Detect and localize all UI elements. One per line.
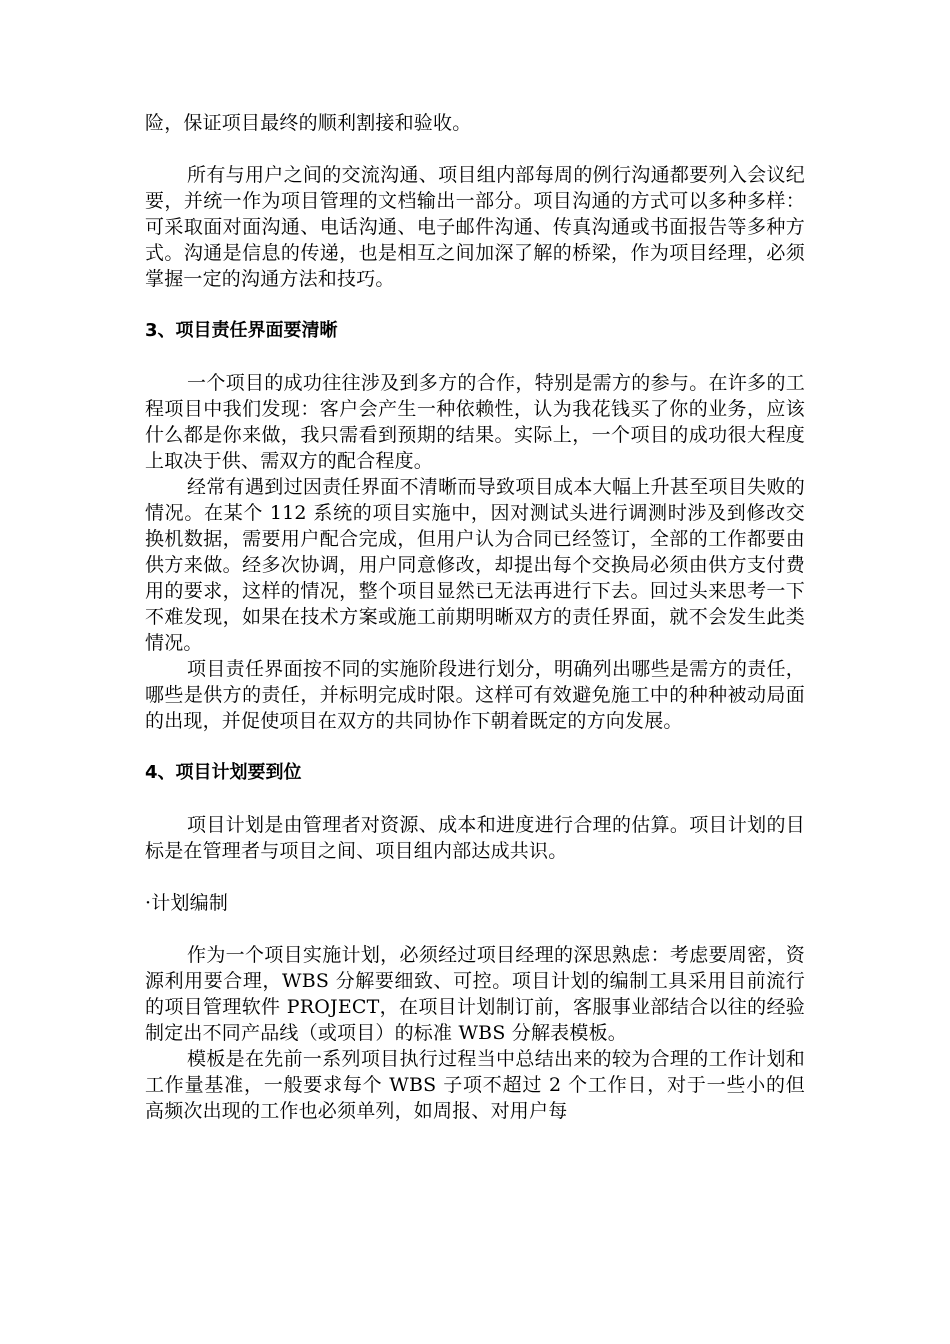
- paragraph-plan-tools: 作为一个项目实施计划，必须经过项目经理的深思熟虑：考虑要周密，资源利用要合理，WBS 分解要细致、可控。项目计划的编制工具采用目前流行的项目管理软件 PROJECT，在项目计划制订前，客服事业部结合以往的经验制定出不同产品线（或项目）的标准 WBS 分解表模板。: [145, 944, 805, 1044]
- section-heading-4: 4、项目计划要到位: [145, 762, 302, 783]
- section-heading-3: 3、项目责任界面要清晰: [145, 320, 338, 341]
- paragraph-template: 模板是在先前一系列项目执行过程当中总结出来的较为合理的工作计划和工作量基准，一般要求每个 WBS 子项不超过 2 个工作日，对于一些小的但高频次出现的工作也必须单列，如周报、对用户每: [145, 1048, 805, 1122]
- paragraph-communication: 所有与用户之间的交流沟通、项目组内部每周的例行沟通都要列入会议纪要，并统一作为项目管理的文档输出一部分。项目沟通的方式可以多种多样：可采取面对面沟通、电话沟通、电子邮件沟通、传真沟通或书面报告等多种方式。沟通是信息的传递，也是相互之间加深了解的桥梁，作为项目经理，必须掌握一定的沟通方法和技巧。: [145, 164, 805, 290]
- subheading-plan-compilation: ·计划编制: [145, 892, 229, 914]
- paragraph-project-plan: 项目计划是由管理者对资源、成本和进度进行合理的估算。项目计划的目标是在管理者与项目之间、项目组内部达成共识。: [145, 814, 805, 862]
- document-body: [145, 110, 805, 1124]
- paragraph-responsibility-case: 经常有遇到过因责任界面不清晰而导致项目成本大幅上升甚至项目失败的情况。在某个 112 系统的项目实施中，因对测试头进行调测时涉及到修改交换机数据，需要用户配合完成，但用户认为合同已经签订，全部的工作都要由供方来做。经多次协调，用户同意修改，却提出每个交换局必须由供方支付费用的要求，这样的情况，整个项目显然已无法再进行下去。回过头来思考一下不难发现，如果在技术方案或施工前期明晰双方的责任界面，就不会发生此类情况。: [145, 476, 805, 654]
- paragraph-cooperation: 一个项目的成功往往涉及到多方的合作，特别是需方的参与。在许多的工程项目中我们发现：客户会产生一种依赖性，认为我花钱买了你的业务，应该什么都是你来做，我只需看到预期的结果。实际上，一个项目的成功很大程度上取决于供、需双方的配合程度。: [145, 372, 805, 472]
- paragraph-responsibility-division: 项目责任界面按不同的实施阶段进行划分，明确列出哪些是需方的责任，哪些是供方的责任，并标明完成时限。这样可有效避免施工中的种种被动局面的出现，并促使项目在双方的共同协作下朝着既定的方向发展。: [145, 658, 805, 732]
- paragraph-continuation: 险，保证项目最终的顺利割接和验收。: [145, 112, 472, 134]
